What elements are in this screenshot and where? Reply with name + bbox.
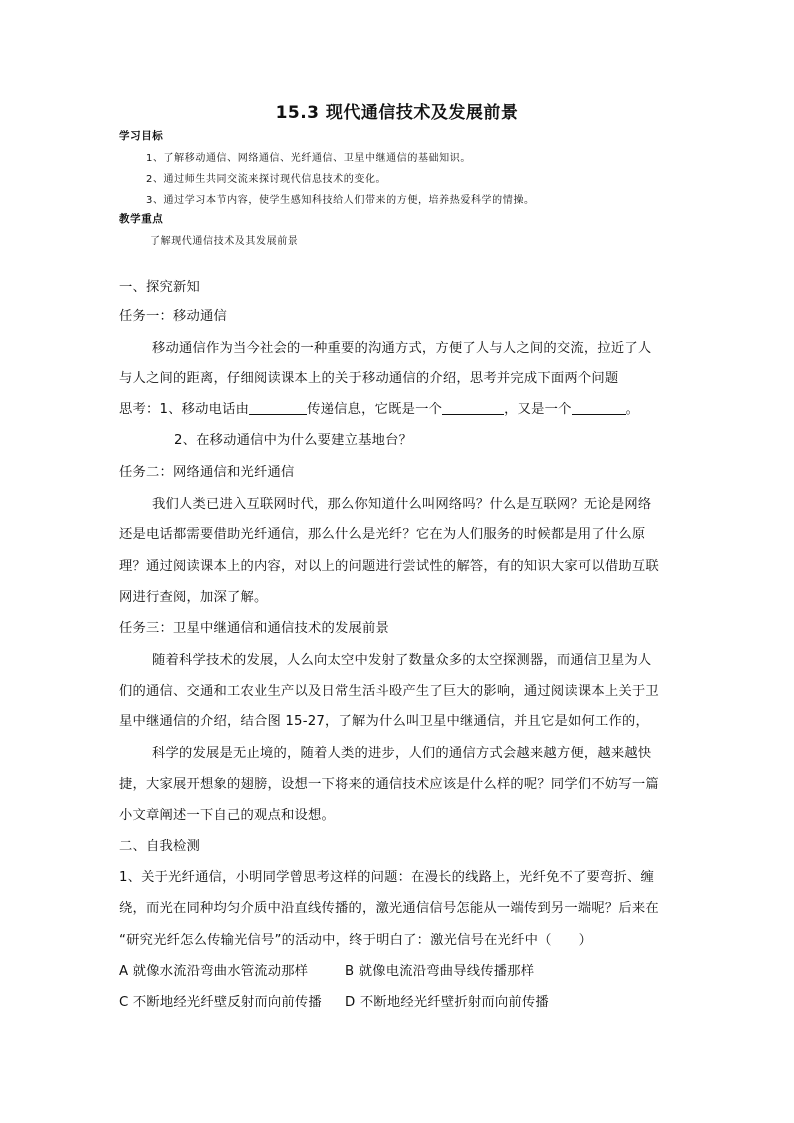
q1-text-c: ，又是一个 xyxy=(504,402,572,417)
task3-para2-line-3: 小文章阐述一下自己的观点和设想。 xyxy=(119,808,335,823)
task1-question-2: 2、在移动通信中为什么要建立基地台？ xyxy=(174,433,413,448)
quiz-option-a: A 就像水流沿弯曲水管流动那样 xyxy=(119,964,309,979)
answer-blank-2[interactable] xyxy=(442,401,504,415)
task1-para-line-2: 与人之间的距离，仔细阅读课本上的关于移动通信的介绍，思考并完成下面两个问题 xyxy=(119,371,619,386)
quiz-option-c: C 不断地经光纤壁反射而向前传播 xyxy=(119,995,322,1010)
quiz-q1-line-2: 绕，而光在同种均匀介质中沿直线传播的，激光通信信号怎能从一端传到另一端呢？后来在 xyxy=(119,901,659,916)
section1-heading: 一、探究新知 xyxy=(119,280,200,295)
task2-para-line-1: 我们人类已进入互联网时代，那么你知道什么叫网络吗？什么是互联网？无论是网络 xyxy=(152,497,652,512)
task3-para2-line-2: 捷，大家展开想象的翅膀，设想一下将来的通信技术应该是什么样的呢？同学们不妨写一篇 xyxy=(119,777,659,792)
answer-blank-3[interactable] xyxy=(572,401,626,415)
task1-heading: 任务一：移动通信 xyxy=(119,309,227,324)
focus-heading: 教学重点 xyxy=(119,213,164,225)
goals-heading: 学习目标 xyxy=(119,130,164,142)
focus-text: 了解现代通信技术及其发展前景 xyxy=(150,236,299,247)
goal-item-3: 3、通过学习本节内容，使学生感知科技给人们带来的方便，培养热爱科学的情操。 xyxy=(146,195,535,206)
task1-para-line-1: 移动通信作为当今社会的一种重要的沟通方式，方便了人与人之间的交流，拉近了人 xyxy=(152,341,652,356)
answer-blank-1[interactable] xyxy=(249,401,307,415)
quiz-option-b: B 就像电流沿弯曲导线传播那样 xyxy=(345,964,535,979)
task2-para-line-3: 理？通过阅读课本上的内容，对以上的问题进行尝试性的解答，有的知识大家可以借助互联 xyxy=(119,559,659,574)
task2-para-line-4: 网进行查阅，加深了解。 xyxy=(119,590,268,605)
q1-text-a: 思考：1、移动电话由 xyxy=(119,402,250,417)
task3-para1-line-3: 星中继通信的介绍，结合图 15-27，了解为什么叫卫星中继通信，并且它是如何工作的， xyxy=(119,714,649,729)
task2-heading: 任务二：网络通信和光纤通信 xyxy=(119,465,295,480)
q1-text-b: 传递信息，它既是一个 xyxy=(307,402,443,417)
task3-para1-line-1: 随着科学技术的发展，人么向太空中发射了数量众多的太空探测器，而通信卫星为人 xyxy=(152,653,652,668)
section2-heading: 二、自我检测 xyxy=(119,839,200,854)
task3-heading: 任务三：卫星中继通信和通信技术的发展前景 xyxy=(119,621,389,636)
task1-question-1 xyxy=(119,398,639,417)
task2-para-line-2: 还是电话都需要借助光纤通信，那么什么是光纤？它在为人们服务的时候都是用了什么原 xyxy=(119,527,646,542)
goal-item-1: 1、了解移动通信、网络通信、光纤通信、卫星中继通信的基础知识。 xyxy=(146,153,471,164)
quiz-q1-line-3: “研究光纤怎么传输光信号”的活动中，终于明白了：激光信号在光纤中（ ） xyxy=(119,933,593,948)
q1-text-d: 。 xyxy=(625,402,640,417)
quiz-option-d: D 不断地经光纤壁折射而向前传播 xyxy=(345,995,549,1010)
goal-item-2: 2、通过师生共同交流来探讨现代信息技术的变化。 xyxy=(146,174,387,185)
quiz-q1-line-1: 1、关于光纤通信，小明同学曾思考这样的问题：在漫长的线路上，光纤免不了要弯折、缠 xyxy=(119,870,655,885)
task3-para1-line-2: 们的通信、交通和工农业生产以及日常生活斗殴产生了巨大的影响，通过阅读课本上关于卫 xyxy=(119,684,659,699)
task3-para2-line-1: 科学的发展是无止境的，随着人类的进步，人们的通信方式会越来越方便，越来越快 xyxy=(152,746,652,761)
page-title: 15.3 现代通信技术及发展前景 xyxy=(275,103,519,123)
